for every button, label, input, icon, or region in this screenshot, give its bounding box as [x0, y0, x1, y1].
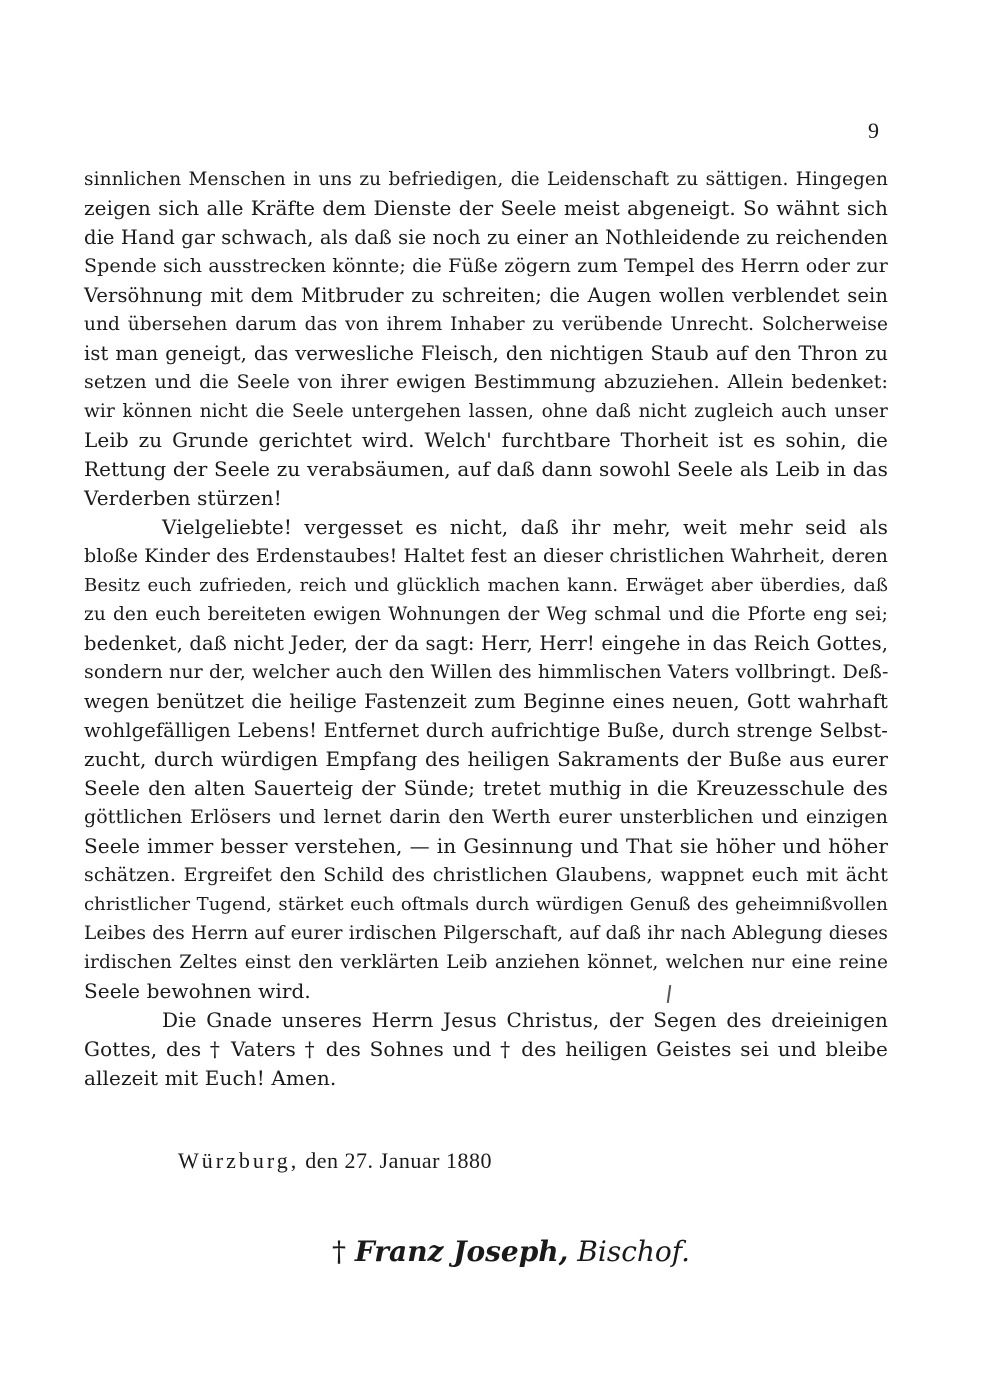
text-line: setzen und die Seele von ihrer ewigen Bestimmung abzuziehen. Allein bedenket:: [84, 371, 888, 393]
page-number: 9: [868, 118, 879, 143]
text-line: schätzen. Ergreifet den Schild des christlichen Glaubens, wappnet euch mit ächt: [84, 864, 888, 886]
text-line: wegen benützet die heilige Fastenzeit zum Beginne eines neuen, Gott wahrhaft: [84, 690, 888, 713]
text-line: allezeit mit Euch! Amen.: [84, 1066, 337, 1090]
dateline-date: den 27. Januar 1880: [305, 1148, 492, 1173]
text-line: zeigen sich alle Kräfte dem Dienste der Seele meist abgeneigt. So wähnt sich: [84, 196, 888, 220]
text-line: bedenket, daß nicht Jeder, der da sagt: Herr, Herr! eingehe in das Reich Gottes,: [84, 632, 888, 655]
text-line: Besitz euch zufrieden, reich und glücklich machen kann. Erwäget aber überdies, daß: [84, 575, 888, 596]
text-line: Rettung der Seele zu verabsäumen, auf daß dann sowohl Seele als Leib in das: [84, 457, 888, 481]
paragraph-3: [84, 1006, 888, 1093]
text-line: Gottes, des † Vaters † des Sohnes und † des heiligen Geistes sei und bleibe: [84, 1037, 888, 1061]
text-line: die Hand gar schwach, als daß sie noch zu einer an Nothleidende zu reichenden: [84, 226, 888, 249]
text-line: christlicher Tugend, stärket euch oftmals durch würdigen Genuß des geheimnißvollen: [84, 894, 888, 915]
text-line: Die Gnade unseres Herrn Jesus Christus, der Segen des dreieinigen: [162, 1008, 888, 1032]
paragraph-1: [84, 165, 888, 513]
text-line: zu den euch bereiteten ewigen Wohnungen der Weg schmal und die Pforte eng sei;: [84, 604, 888, 625]
text-line: irdischen Zeltes einst den verklärten Leib anziehen könnet, welchen nur eine reine: [84, 952, 888, 973]
cross-symbol: †: [332, 1235, 346, 1268]
signature-title: Bischof.: [577, 1235, 691, 1268]
paragraph-2: [84, 513, 888, 1006]
text-line: Leib zu Grunde gerichtet wird. Welch' furchtbare Thorheit ist es sohin, die: [84, 428, 888, 452]
text-line: wir können nicht die Seele untergehen lassen, ohne daß nicht zugleich auch unser: [84, 401, 888, 422]
text-line: Seele den alten Sauerteig der Sünde; tretet muthig in die Kreuzesschule des: [84, 776, 888, 800]
text-line: göttlichen Erlösers und lernet darin den Werth eurer unsterblichen und einzigen: [84, 806, 888, 828]
text-line: und übersehen darum das von ihrem Inhaber zu verübende Unrecht. Solcherweise: [84, 314, 888, 335]
text-line: zucht, durch würdigen Empfang des heiligen Sakraments der Buße aus eurer: [84, 747, 888, 771]
text-line: Versöhnung mit dem Mitbruder zu schreiten; die Augen wollen verblendet sein: [84, 284, 888, 307]
dateline: [178, 1148, 492, 1174]
text-line: Vielgeliebte! vergesset es nicht, daß ihr mehr, weit mehr seid als: [162, 515, 888, 539]
signature-name: Franz Joseph,: [354, 1235, 569, 1268]
text-line: Seele bewohnen wird.: [84, 979, 311, 1003]
text-line: wohlgefälligen Lebens! Entfernet durch aufrichtige Buße, durch strenge Selbst-: [84, 719, 888, 742]
text-line: sondern nur der, welcher auch den Willen des himmlischen Vaters vollbringt. Deß-: [84, 661, 889, 683]
text-line: sinnlichen Menschen in uns zu befriedigen, die Leidenschaft zu sättigen. Hingegen: [84, 169, 888, 190]
text-line: Seele immer besser verstehen, — in Gesinnung und That sie höher und höher: [84, 834, 888, 858]
text-line: ist man geneigt, das verwesliche Fleisch, den nichtigen Staub auf den Thron zu: [84, 342, 888, 365]
text-line: Spende sich ausstrecken könnte; die Füße zögern zum Tempel des Herrn oder zur: [84, 255, 888, 277]
signature: [332, 1235, 690, 1268]
dateline-place: Würzburg,: [178, 1148, 300, 1173]
text-line: Leibes des Herrn auf eurer irdischen Pilgerschaft, auf daß ihr nach Ablegung dieses: [84, 923, 888, 944]
letter-body: [84, 165, 888, 1093]
text-line: Verderben stürzen!: [84, 486, 282, 510]
text-line: bloße Kinder des Erdenstaubes! Haltet fest an dieser christlichen Wahrheit, deren: [84, 545, 888, 567]
